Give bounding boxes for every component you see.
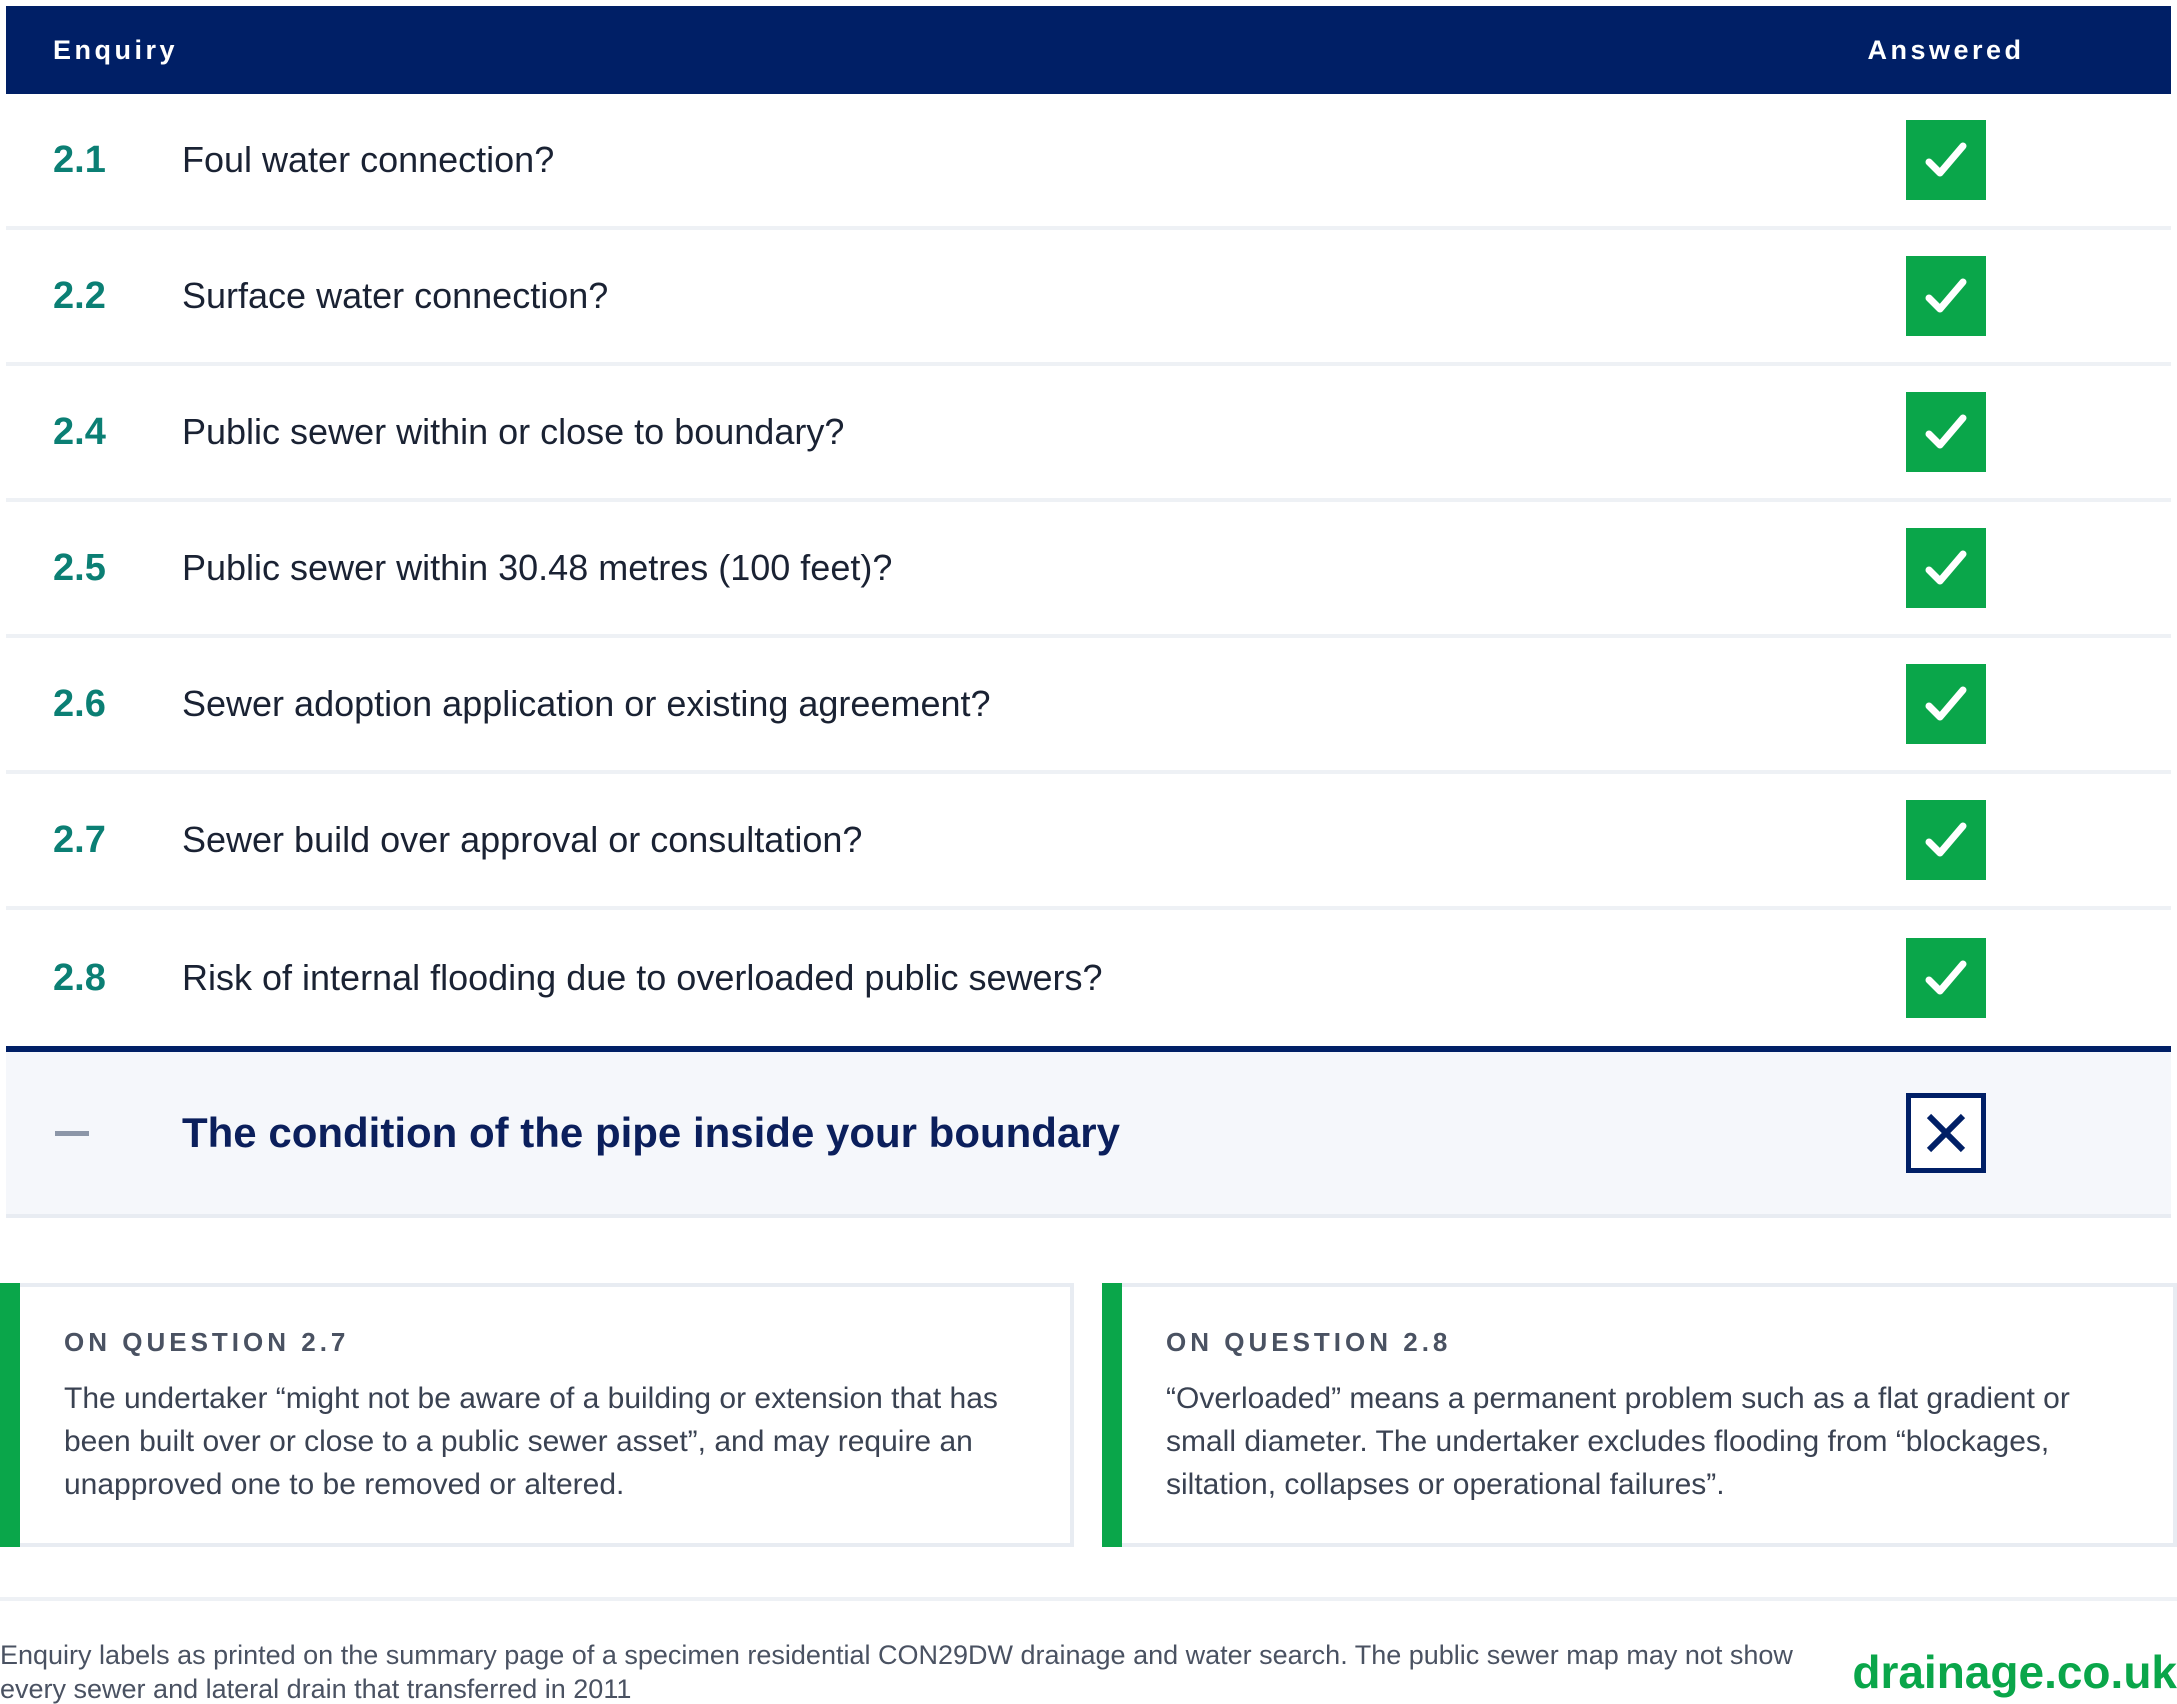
condition-row [6,1046,2171,1218]
answered-cell [1846,800,2046,880]
note-body: “Overloaded” means a permanent problem such as a flat gradient or small diameter. The undertaker excludes flooding from “blockages, siltation, collapses or operational failures”. [1166,1382,2070,1501]
table-row [6,94,2171,230]
table-row [6,774,2171,910]
footer-divider [0,1597,2177,1601]
answered-cell [1846,528,2046,608]
answered-cell [1846,392,2046,472]
enquiry-table [6,6,2171,1218]
enquiry-question: Risk of internal flooding due to overloaded public sewers? [182,957,1103,998]
check-icon [1906,392,1986,472]
check-icon [1906,800,1986,880]
note-question-2-7 [0,1283,1074,1547]
check-icon [1906,256,1986,336]
answered-cell [1846,938,2046,1018]
enquiry-question: Sewer adoption application or existing agreement? [182,683,991,724]
enquiry-number: 2.4 [53,410,106,453]
enquiry-number: 2.8 [53,956,106,999]
enquiry-number: 2.6 [53,682,106,725]
check-icon [1906,120,1986,200]
table-row [6,502,2171,638]
enquiry-question: Surface water connection? [182,275,609,316]
note-accent-bar [1102,1283,1122,1547]
enquiry-number: 2.7 [53,818,106,861]
cross-icon [1906,1093,1986,1173]
check-icon [1906,938,1986,1018]
condition-question: The condition of the pipe inside your boundary [182,1109,1121,1156]
table-row [6,638,2171,774]
answered-cell [1846,120,2046,200]
check-icon [1906,528,1986,608]
answered-cell [1846,256,2046,336]
enquiry-column-header: Enquiry [53,34,179,65]
table-header [6,6,2171,94]
answered-column-header: Answered [1867,34,2025,65]
enquiry-number: 2.5 [53,546,106,589]
note-question-2-8 [1102,1283,2177,1547]
note-kicker: ON QUESTION 2.8 [1166,1327,1452,1357]
check-icon [1906,664,1986,744]
enquiry-number: 2.1 [53,138,106,181]
table-row [6,910,2171,1046]
note-body: The undertaker “might not be aware of a building or extension that has been built over or close to a public sewer asset”, and may require an unapproved one to be removed or altered. [64,1382,998,1501]
enquiry-number: 2.2 [53,274,106,317]
table-row [6,230,2171,366]
dash-icon [6,1131,182,1136]
answered-cell [1846,1093,2046,1173]
enquiry-question: Public sewer within 30.48 metres (100 feet)? [182,547,893,588]
answered-cell [1846,664,2046,744]
note-accent-bar [0,1283,20,1547]
table-row [6,366,2171,502]
enquiry-question: Foul water connection? [182,139,555,180]
enquiry-question: Sewer build over approval or consultation? [182,819,863,860]
note-kicker: ON QUESTION 2.7 [64,1327,350,1357]
brand-logo: drainage.co.uk [1852,1646,2177,1698]
enquiry-question: Public sewer within or close to boundary? [182,411,845,452]
footnote: Enquiry labels as printed on the summary page of a specimen residential CON29DW drainage and water search. The public sewer map may not show every sewer and lateral drain that transferred in 2011 [0,1640,1793,1704]
